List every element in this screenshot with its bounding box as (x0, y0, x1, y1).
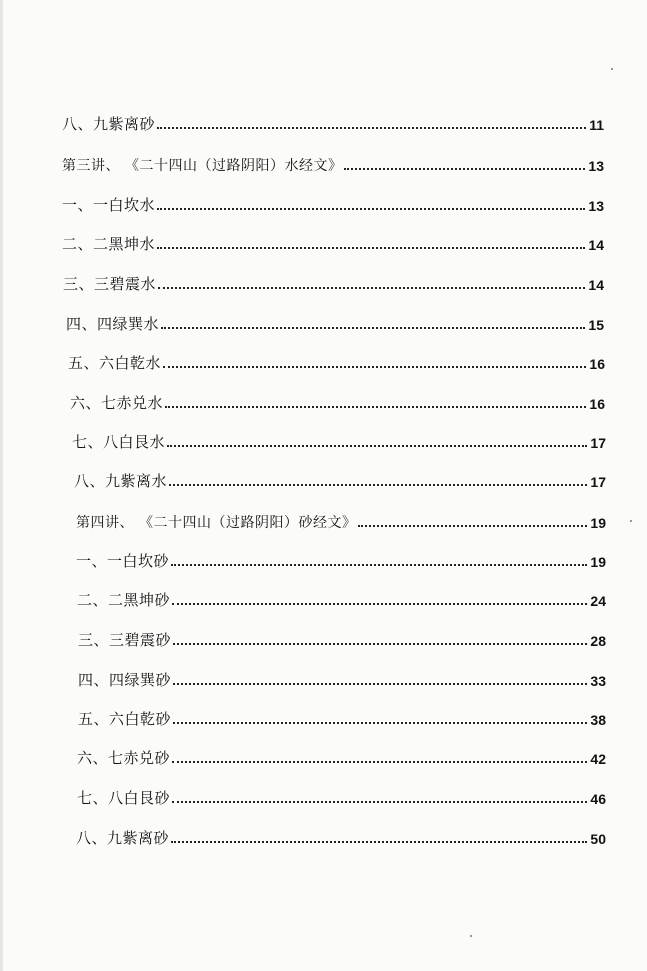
scan-speck (630, 520, 632, 522)
toc-entry-page: 13 (588, 198, 604, 214)
dot-leader (172, 801, 587, 803)
toc-entry-label: 三、三碧震水 (63, 275, 157, 293)
toc-entry[interactable] (70, 387, 605, 411)
dot-leader (358, 525, 587, 527)
toc-entry-page: 14 (588, 277, 604, 293)
toc-entry-label: 第四讲、 《二十四山（过路阴阳）砂经文》 (76, 515, 357, 531)
toc-entry-label: 第三讲、 《二十四山（过路阴阳）水经文》 (62, 158, 343, 174)
toc-entry-page: 19 (590, 515, 606, 531)
dot-leader (171, 841, 587, 843)
dot-leader (163, 366, 586, 368)
toc-entry[interactable] (68, 347, 605, 371)
dot-leader (172, 603, 587, 605)
toc-entry[interactable] (62, 149, 604, 173)
toc-entry-page: 17 (590, 435, 606, 451)
toc-entry-label: 六、七赤兑水 (70, 394, 164, 412)
scan-speck (611, 68, 613, 70)
page-edge (0, 0, 3, 971)
toc-entry-page: 11 (589, 117, 604, 133)
dot-leader (173, 643, 587, 645)
dot-leader (165, 406, 586, 408)
toc-entry-page: 17 (590, 474, 606, 490)
toc-entry-label: 五、六白乾砂 (78, 710, 172, 728)
dot-leader (173, 722, 587, 724)
toc-entry[interactable] (62, 228, 604, 252)
dot-leader (169, 484, 587, 486)
toc-entry-label: 四、四绿巽砂 (78, 671, 172, 689)
toc-entry[interactable] (62, 189, 604, 213)
toc-entry-page: 13 (588, 158, 604, 174)
toc-entry-page: 24 (590, 593, 606, 609)
toc-entry[interactable] (72, 426, 606, 450)
toc-entry[interactable] (78, 664, 606, 688)
dot-leader (172, 761, 587, 763)
toc-entry[interactable] (78, 703, 606, 727)
toc-entry[interactable] (76, 822, 606, 846)
dot-leader (157, 127, 586, 129)
dot-leader (157, 208, 585, 210)
toc-entry-page: 14 (588, 237, 604, 253)
toc-entry-label: 六、七赤兑砂 (77, 749, 171, 767)
toc-entry-page: 42 (590, 751, 606, 767)
dot-leader (173, 683, 587, 685)
toc-entry-page: 38 (590, 712, 606, 728)
toc-entry-label: 七、八白艮砂 (77, 789, 171, 807)
dot-leader (161, 327, 585, 329)
toc-entry[interactable] (66, 308, 604, 332)
toc-entry-page: 50 (590, 831, 606, 847)
dot-leader (344, 168, 585, 170)
scan-speck (470, 935, 472, 937)
toc-entry-page: 19 (590, 554, 606, 570)
dot-leader (157, 247, 585, 249)
toc-entry[interactable] (77, 782, 606, 806)
toc-entry[interactable] (77, 742, 606, 766)
toc-entry[interactable] (74, 465, 606, 489)
toc-entry-label: 五、六白乾水 (68, 354, 162, 372)
dot-leader (158, 287, 585, 289)
toc-entry-page: 33 (590, 673, 606, 689)
toc-entry-page: 16 (589, 356, 605, 372)
toc-entry-page: 15 (588, 317, 604, 333)
toc-entry-label: 三、三碧震砂 (78, 631, 172, 649)
dot-leader (167, 445, 587, 447)
toc-entry-label: 四、四绿巽水 (66, 315, 160, 333)
dot-leader (171, 564, 587, 566)
toc-entry-label: 八、九紫离砂 (76, 829, 170, 847)
toc-entry-label: 一、一白坎水 (62, 196, 156, 214)
toc-entry[interactable] (77, 584, 606, 608)
toc-entry[interactable] (78, 624, 606, 648)
toc-entry-label: 二、二黑坤砂 (77, 591, 171, 609)
toc-entry-label: 二、二黑坤水 (62, 235, 156, 253)
toc-entry[interactable] (76, 545, 606, 569)
toc-entry[interactable] (62, 108, 604, 132)
toc-entry-label: 八、九紫离水 (74, 472, 168, 490)
toc-entry[interactable] (63, 268, 604, 292)
toc-entry-page: 16 (589, 396, 605, 412)
toc-entry-page: 28 (590, 633, 606, 649)
toc-entry[interactable] (76, 506, 606, 530)
toc-entry-page: 46 (590, 791, 606, 807)
toc-entry-label: 八、九紫离砂 (62, 115, 156, 133)
toc-entry-label: 七、八白艮水 (72, 433, 166, 451)
toc-entry-label: 一、一白坎砂 (76, 552, 170, 570)
